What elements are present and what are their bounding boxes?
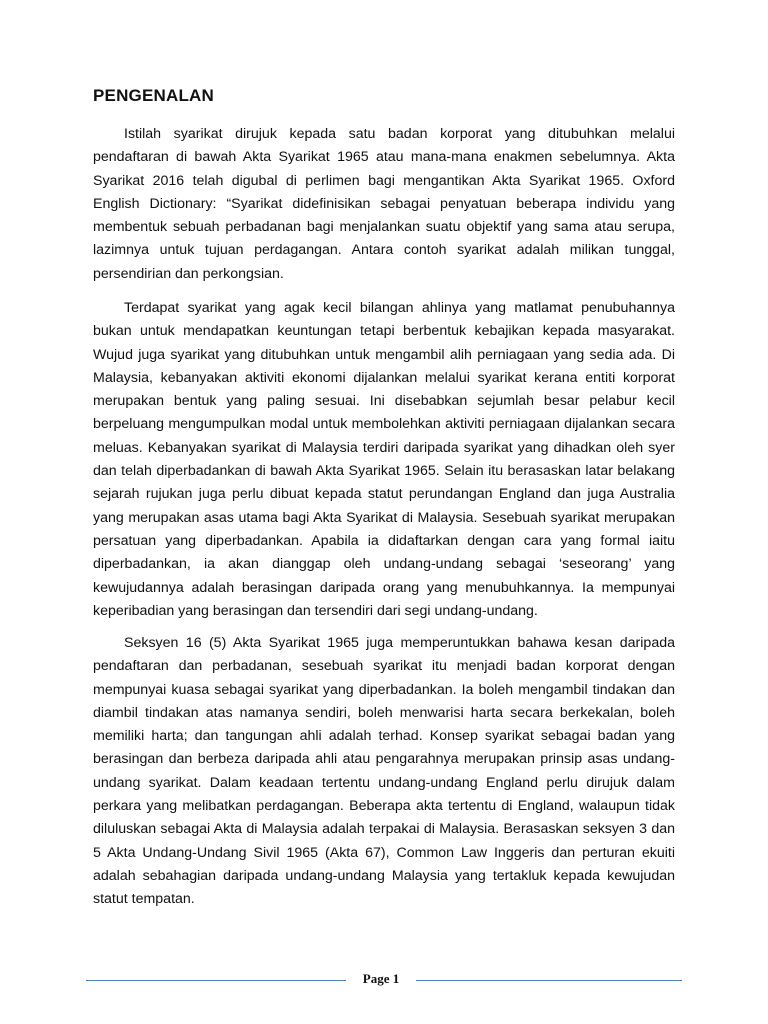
paragraph-1: Istilah syarikat dirujuk kepada satu badan korporat yang ditubuhkan melalui pendaftaran di bawah Akta Syarikat 1965 atau mana-mana enakmen sebelumnya. Akta Syarikat 2016 telah digubal di perlimen bagi mengantikan Akta Syarikat 1965. Oxford English Dictionary: “Syarikat didefinisikan sebagai penyatuan beberapa individu yang membentuk sebuah perbadanan bagi menjalankan suatu objektif yang sama atau serupa, lazimnya untuk tujuan perdagangan. Antara contoh syarikat adalah milikan tunggal, persendirian dan perkongsian. (93, 126, 675, 282)
page-footer (86, 970, 682, 990)
section-heading: PENGENALAN (93, 86, 215, 105)
paragraph-3: Seksyen 16 (5) Akta Syarikat 1965 juga memperuntukkan bahawa kesan daripada pendaftaran dan perbadanan, sesebuah syarikat itu menjadi badan korporat dengan mempunyai kuasa sebagai syarikat yang diperbadankan. Ia boleh mengambil tindakan dan diambil tindakan atas namanya sendiri, boleh menwarisi harta secara berkekalan, boleh memiliki harta; dan tangungan ahli adalah terhad. Konsep syarikat sebagai badan yang berasingan dan berbeza daripada ahli atau pengarahnya merupakan prinsip asas undang-undang syarikat. Dalam keadaan tertentu undang-undang England perlu dirujuk dalam perkara yang melibatkan perdagangan. Beberapa akta tertentu di England, walaupun tidak diluluskan sebagai Akta di Malaysia adalah terpakai di Malaysia. Berasaskan seksyen 3 dan 5 Akta Undang-Undang Sivil 1965 (Akta 67), Common Law Inggeris dan perturan ekuiti adalah sebahagian daripada undang-undang Malaysia yang tertakluk kepada kewujudan statut tempatan. (93, 635, 675, 908)
page-number: Page 1 (362, 971, 400, 986)
paragraph-2: Terdapat syarikat yang agak kecil bilangan ahlinya yang matlamat penubuhannya bukan untuk mendapatkan keuntungan tetapi berbentuk kebajikan kepada masyarakat. Wujud juga syarikat yang ditubuhkan untuk mengambil alih perniagaan yang sedia ada. Di Malaysia, kebanyakan aktiviti ekonomi dijalankan melalui syarikat kerana entiti korporat merupakan bentuk yang paling sesuai. Ini disebabkan sejumlah besar pelabur kecil berpeluang mengumpulkan modal untuk membolehkan aktiviti perniagaan dijalankan secara meluas. Kebanyakan syarikat di Malaysia terdiri daripada syarikat yang dihadkan oleh syer dan telah diperbadankan di bawah Akta Syarikat 1965. Selain itu berasaskan latar belakang sejarah rujukan juga perlu dibuat kepada statut perundangan England dan juga Australia yang merupakan asas utama bagi Akta Syarikat di Malaysia. Sesebuah syarikat merupakan persatuan yang diperbadankan. Apabila ia didaftarkan dengan cara yang formal iaitu diperbadankan, ia akan dianggap oleh undang-undang sebagai ‘seseorang’ yang kewujudannya adalah berasingan daripada orang yang menubuhkannya. Ia mempunyai keperibadian yang berasingan dan tersendiri dari segi undang-undang. (93, 300, 675, 619)
footer-rule-left (86, 980, 346, 981)
footer-rule-right (416, 980, 682, 981)
